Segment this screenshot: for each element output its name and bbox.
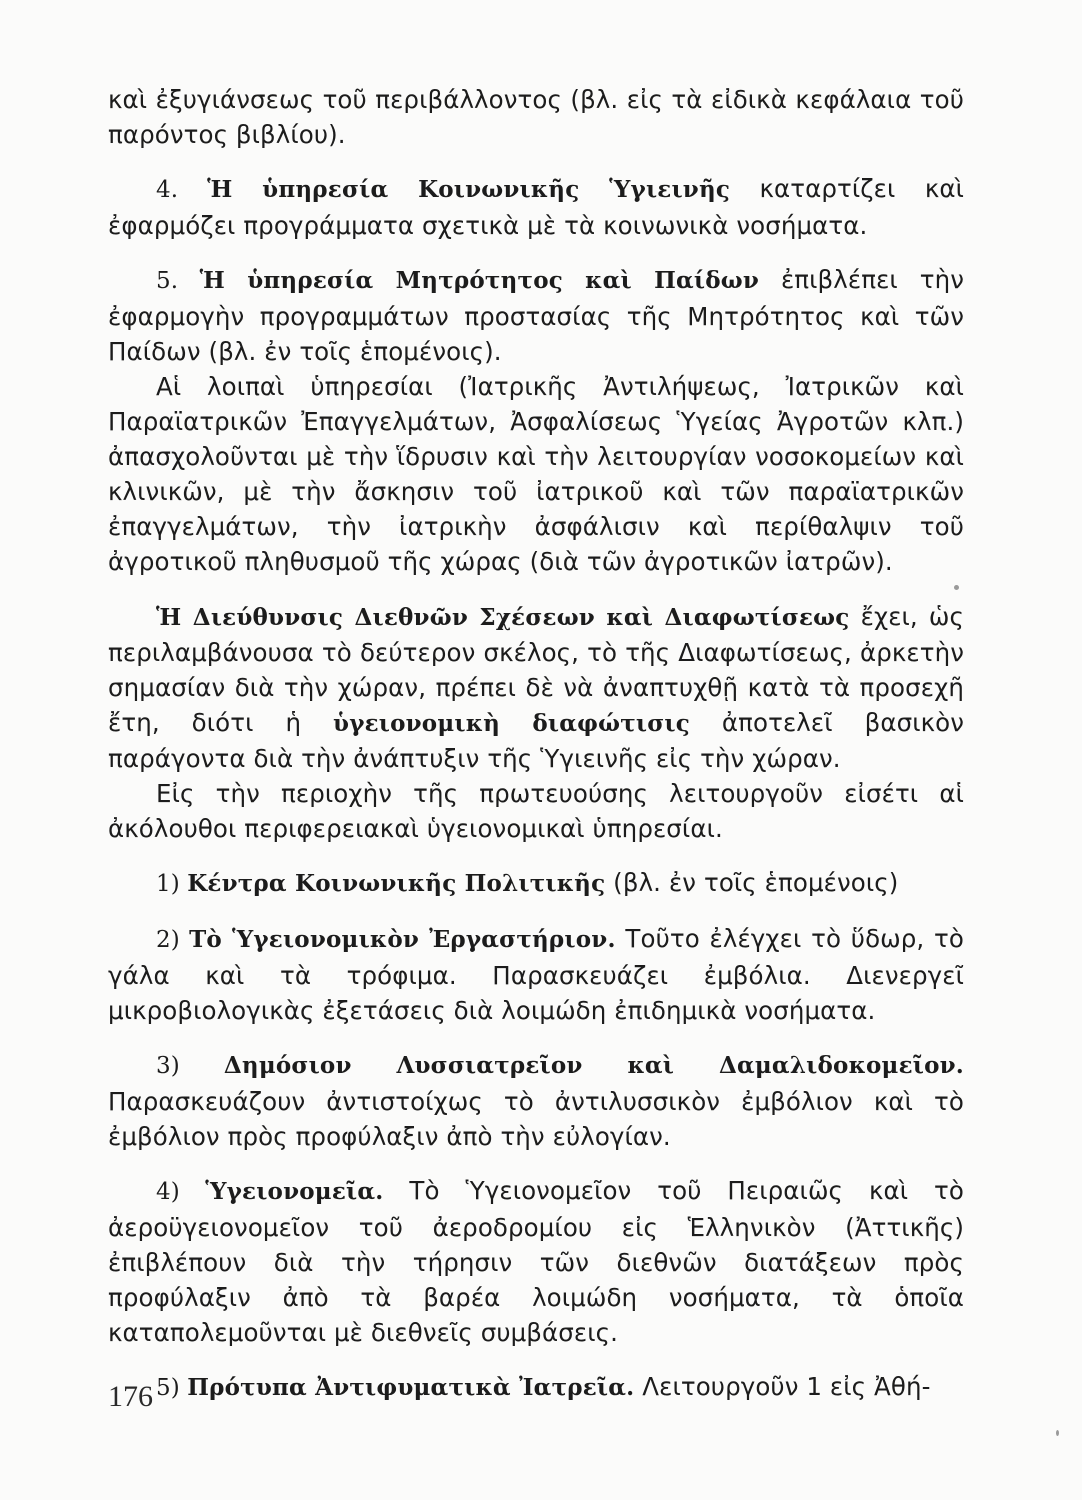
item-number: 2) (156, 927, 190, 953)
bold-heading-text: Τὸ Ὑγειονομικὸν Ἐργαστήριον. (189, 926, 616, 953)
paragraph-3 (108, 262, 964, 369)
body-text: ἐπιβλέπει τὴν ἐφαρμογὴν προγραμμάτων προστασίας τῆς Μητρότητος καὶ τῶν Παίδων (βλ. ἐν τοῖς ἑπομένοις). (108, 265, 964, 366)
bold-heading-text: Πρότυπα Ἀντιφυματικὰ Ἰατρεῖα. (187, 1374, 635, 1401)
item-number: 4) (156, 1179, 206, 1205)
bold-heading-text: Ἡ ὑπηρεσία Κοινωνικῆς Ὑγιεινῆς (207, 176, 731, 203)
body-text: Παρασκευάζουν ἀντιστοίχως τὸ ἀντιλυσσικὸν ἐμβόλιον καὶ τὸ ἐμβόλιον πρὸς προφύλαξιν ἀπὸ τὴν εὐλογίαν. (108, 1087, 964, 1151)
item-number: 5. (156, 268, 200, 294)
body-text: Αἱ λοιπαὶ ὑπηρεσίαι (Ἰατρικῆς Ἀντιλήψεως, Ἰατρικῶν καὶ Παραϊατρικῶν Ἐπαγγελμάτων, Ἀσφαλίσεως Ὑγείας Ἀγροτῶν κλπ.) ἀπασχολοῦνται μὲ τὴν ἵδρυσιν καὶ τὴν λειτουργίαν νοσοκομείων καὶ κλινικῶν, μὲ τὴν ἄσκησιν τοῦ ἰατρικοῦ καὶ τῶν παραϊατρικῶν ἐπαγγελμάτων, τὴν ἰατρικὴν ἀσφάλισιν καὶ περίθαλψιν τοῦ ἀγροτικοῦ πληθυσμοῦ τῆς χώρας (διὰ τῶν ἀγροτικῶν ἰατρῶν). (108, 372, 964, 576)
bold-heading-text: Ἡ ὑπηρεσία Μητρότητος καὶ Παίδων (199, 267, 760, 294)
item-number: 1) (156, 871, 188, 897)
list-item-1 (108, 865, 964, 902)
list-item-4 (108, 1173, 964, 1350)
body-text: Τοῦτο ἐλέγχει τὸ ὕδωρ, τὸ γάλα καὶ τὰ τρόφιμα. Παρασκευάζει ἐμβόλια. Διενεργεῖ μικροβιολογικὰς ἐξετάσεις διὰ λοιμώδη ἐπιδημικὰ νοσήματα. (108, 924, 964, 1025)
bold-heading-text: Ὑγειονομεῖα. (205, 1178, 384, 1205)
list-item-2 (108, 921, 964, 1028)
item-number: 5) (156, 1375, 188, 1401)
body-text: ἔχει, ὡς περιλαμβάνουσα τὸ δεύτερον σκέλος, τὸ τῆς Διαφωτίσεως, ἀρκετὴν σημασίαν διὰ τὴν χώραν, πρέπει δὲ νὰ ἀναπτυχθῇ κατὰ τὰ προσεχῆ ἔτη, διότι ἡ (108, 602, 965, 737)
scan-speck (1056, 1430, 1059, 1436)
list-item-3 (108, 1047, 964, 1154)
body-text: Λειτουργοῦν 1 εἰς Ἀθή- (634, 1372, 931, 1401)
body-text: καταρτίζει καὶ ἐφαρμόζει προγράμματα σχετικὰ μὲ τὰ κοινωνικὰ νοσήματα. (108, 174, 965, 240)
document-page (108, 82, 964, 1406)
body-text: (βλ. ἐν τοῖς ἑπομένοις) (605, 868, 899, 897)
paragraph-1 (108, 82, 964, 152)
paragraph-5 (108, 599, 964, 776)
body-text: Τὸ Ὑγειονομεῖον τοῦ Πειραιῶς καὶ τὸ ἀεροϋγειονομεῖον τοῦ ἀεροδρομίου εἰς Ἑλληνικὸν (Ἀττικῆς) ἐπιβλέπουν διὰ τὴν τήρησιν τῶν διεθνῶν διατάξεων πρὸς προφύλαξιν ἀπὸ τὰ βαρέα λοιμώδη νοσήματα, τὰ ὁποῖα καταπολεμοῦνται μὲ διεθνεῖς συμβάσεις. (108, 1176, 964, 1347)
paragraph-2 (108, 171, 964, 243)
paragraph-4 (108, 369, 964, 579)
body-text: ἀποτελεῖ βασικὸν παράγοντα διὰ τὴν ἀνάπτυξιν τῆς Ὑγιεινῆς εἰς τὴν χώραν. (108, 708, 964, 773)
bold-heading-text: ὑγειονομικὴ διαφώτισις (333, 710, 690, 737)
bold-heading-text: Ἡ Διεύθυνσις Διεθνῶν Σχέσεων καὶ Διαφωτίσεως (156, 604, 850, 631)
scan-speck (954, 585, 959, 590)
body-text: καὶ ἐξυγιάνσεως τοῦ περιβάλλοντος (βλ. εἰς τὰ εἰδικὰ κεφάλαια τοῦ παρόντος βιβλίου). (108, 85, 964, 149)
bold-heading-text: Κέντρα Κοινωνικῆς Πολιτικῆς (187, 870, 606, 897)
bold-heading-text: Δημόσιον Λυσσιατρεῖον καὶ Δαμαλιδοκομεῖον. (223, 1052, 965, 1079)
item-number: 4. (156, 177, 208, 203)
item-number: 3) (156, 1053, 224, 1079)
page-number: 176 (108, 1380, 153, 1413)
paragraph-6 (108, 776, 964, 846)
list-item-5 (108, 1369, 964, 1406)
body-text: Εἰς τὴν περιοχὴν τῆς πρωτευούσης λειτουργοῦν εἰσέτι αἱ ἀκόλουθοι περιφερειακαὶ ὑγειονομικαὶ ὑπηρεσίαι. (108, 779, 964, 843)
